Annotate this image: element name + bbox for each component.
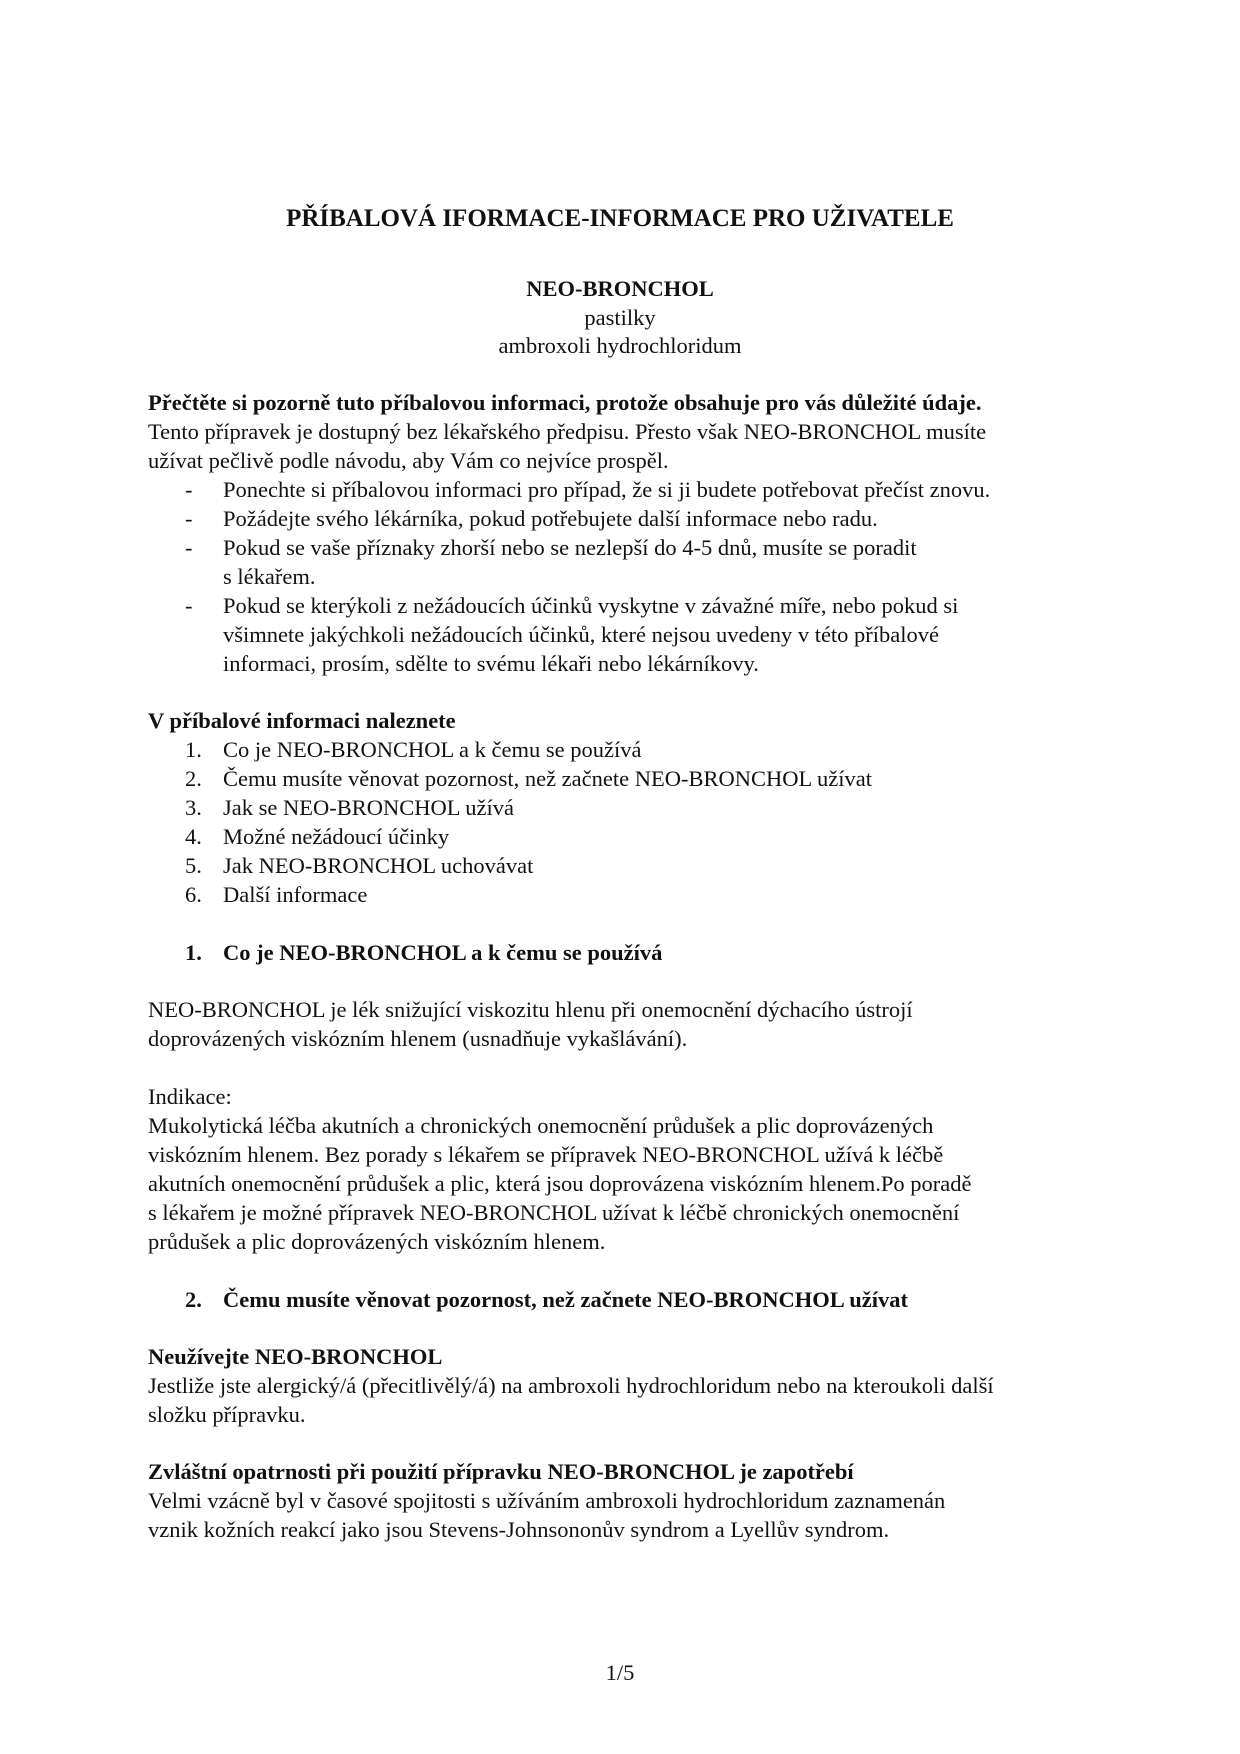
product-name: NEO-BRONCHOL [526,276,714,301]
precautions-heading: Zvláštní opatrnosti při použití přípravku NEO-BRONCHOL je zapotřebí [148,1459,854,1484]
toc-item-number: 2. [185,766,202,791]
document-title: PŘÍBALOVÁ IFORMACE-INFORMACE PRO UŽIVATELE [286,205,954,232]
active-substance: ambroxoli hydrochloridum [498,333,742,358]
page-number: 1/5 [605,1660,635,1685]
indications-text: viskózním hlenem. Bez porady s lékařem se přípravek NEO-BRONCHOL užívá k léčbě [148,1142,944,1167]
precautions-text: Velmi vzácně byl v časové spojitosti s užíváním ambroxoli hydrochloridum zaznamenán [148,1488,946,1513]
toc-item-number: 1. [185,737,202,762]
precautions-text: vznik kožních reakcí jako jsou Stevens-Johnsononův syndrom a Lyellův syndrom. [148,1517,890,1542]
indications-text: akutních onemocnění průdušek a plic, která jsou doprovázena viskózním hlenem.Po poradě [148,1171,972,1196]
bullet-item-continued: všimnete jakýchkoli nežádoucích účinků, které nejsou uvedeny v této příbalové [223,622,940,647]
toc-item-number: 6. [185,882,202,907]
bullet-dash: - [185,535,193,560]
bullet-dash: - [185,506,193,531]
toc-item-number: 4. [185,824,202,849]
toc-item-number: 5. [185,853,202,878]
contraindications-text: složku přípravku. [148,1402,306,1427]
indications-text: průdušek a plic doprovázených viskózním hlenem. [148,1229,606,1254]
bullet-item: Ponechte si příbalovou informaci pro případ, že si ji budete potřebovat přečíst znovu. [223,477,991,502]
bullet-item: Požádejte svého lékárníka, pokud potřebujete další informace nebo radu. [223,506,878,531]
contraindications-heading: Neužívejte NEO-BRONCHOL [148,1344,443,1369]
bullet-dash: - [185,477,193,502]
toc-item: Jak se NEO-BRONCHOL užívá [223,795,514,820]
product-form: pastilky [584,305,656,330]
indications-label: Indikace: [148,1084,232,1109]
toc-item: Další informace [223,882,368,907]
bullet-item: Pokud se vaše příznaky zhorší nebo se nezlepší do 4-5 dnů, musíte se poradit [223,535,917,560]
section-1-text: NEO-BRONCHOL je lék snižující viskozitu hlenu při onemocnění dýchacího ústrojí [148,997,913,1022]
contraindications-text: Jestliže jste alergický/á (přecitlivělý/á) na ambroxoli hydrochloridum nebo na kteroukoli další [148,1373,994,1398]
intro-text-line: Tento přípravek je dostupný bez lékařského předpisu. Přesto však NEO-BRONCHOL musíte [148,419,987,444]
toc-item: Možné nežádoucí účinky [223,824,450,849]
section-1-number: 1. [185,940,202,965]
bullet-item: Pokud se kterýkoli z nežádoucích účinků vyskytne v závažné míře, nebo pokud si [223,593,959,618]
toc-heading: V příbalové informaci naleznete [148,708,456,733]
intro-text-line: užívat pečlivě podle návodu, aby Vám co nejvíce prospěl. [148,448,669,473]
section-2-number: 2. [185,1287,202,1312]
toc-item: Co je NEO-BRONCHOL a k čemu se používá [223,737,642,762]
indications-text: Mukolytická léčba akutních a chronických onemocnění průdušek a plic doprovázených [148,1113,934,1138]
toc-item: Jak NEO-BRONCHOL uchovávat [223,853,534,878]
bullet-item-continued: informaci, prosím, sdělte to svému lékaři nebo lékárníkovy. [223,651,759,676]
bullet-item-continued: s lékařem. [223,564,316,589]
indications-text: s lékařem je možné přípravek NEO-BRONCHOL užívat k léčbě chronických onemocnění [148,1200,960,1225]
section-1-text: doprovázených viskózním hlenem (usnadňuje vykašlávání). [148,1026,688,1051]
toc-item: Čemu musíte věnovat pozornost, než začnete NEO-BRONCHOL užívat [223,766,872,791]
intro-heading: Přečtěte si pozorně tuto příbalovou informaci, protože obsahuje pro vás důležité údaje. [148,390,982,415]
section-2-heading: Čemu musíte věnovat pozornost, než začnete NEO-BRONCHOL užívat [223,1287,908,1312]
section-1-heading: Co je NEO-BRONCHOL a k čemu se používá [223,940,663,965]
toc-item-number: 3. [185,795,202,820]
bullet-dash: - [185,593,193,618]
